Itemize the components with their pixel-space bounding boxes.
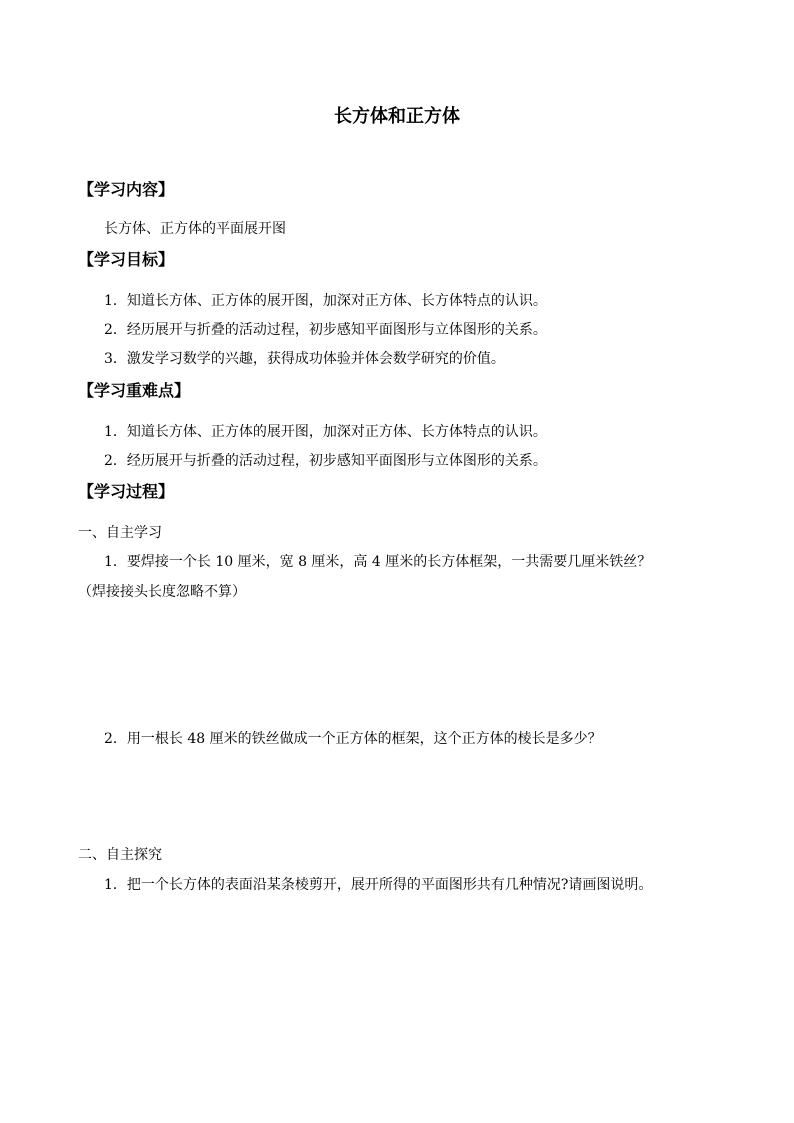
section-heading-content: 【学习内容】 [78, 180, 175, 199]
content-text: 长方体、正方体的平面展开图 [104, 221, 286, 237]
page-title: 长方体和正方体 [334, 106, 460, 127]
part1-heading: 一、自主学习 [78, 525, 162, 541]
keypoint-item-1: 1．知道长方体、正方体的展开图，加深对正方体、长方体特点的认识。 [104, 424, 547, 440]
part1-question-1-note: （焊接接头长度忽略不算） [78, 584, 246, 600]
section-heading-goals: 【学习目标】 [78, 250, 175, 269]
keypoint-item-2: 2．经历展开与折叠的活动过程，初步感知平面图形与立体图形的关系。 [104, 453, 547, 469]
part1-question-1: 1．要焊接一个长 10 厘米，宽 8 厘米，高 4 厘米的长方体框架，一共需要几厘米铁丝？ [104, 554, 652, 570]
part2-heading: 二、自主探究 [78, 847, 162, 863]
section-heading-keypoints: 【学习重难点】 [78, 381, 191, 400]
part1-question-2: 2．用一根长 48 厘米的铁丝做成一个正方体的框架，这个正方体的棱长是多少？ [104, 731, 602, 747]
goal-item-3: 3．激发学习数学的兴趣，获得成功体验并体会数学研究的价值。 [104, 351, 505, 367]
goal-item-1: 1．知道长方体、正方体的展开图，加深对正方体、长方体特点的认识。 [104, 293, 547, 309]
part2-question-1: 1．把一个长方体的表面沿某条棱剪开，展开所得的平面图形共有几种情况?请画图说明。 [104, 877, 653, 893]
section-heading-process: 【学习过程】 [78, 482, 175, 501]
goal-item-2: 2．经历展开与折叠的活动过程，初步感知平面图形与立体图形的关系。 [104, 322, 547, 338]
